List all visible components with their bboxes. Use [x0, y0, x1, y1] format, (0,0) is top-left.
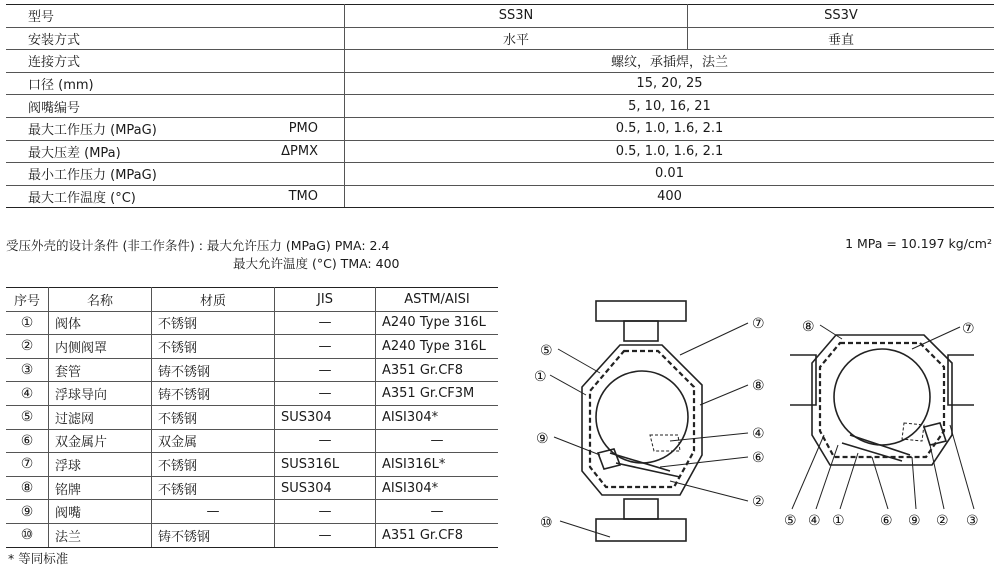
spec-row [6, 50, 994, 73]
callout: ① [534, 369, 547, 385]
table-row [6, 405, 498, 429]
part-name: 套管 [49, 358, 152, 382]
spec-row [6, 117, 994, 140]
callout: ④ [752, 426, 765, 442]
callout: ⑩ [540, 515, 553, 531]
spec-label [6, 140, 345, 163]
part-no: ③ [6, 358, 49, 382]
part-material: 不锈钢 [152, 405, 275, 429]
spec-label-text: 最大工作压力 (MPaG) [28, 123, 157, 139]
callout: ⑧ [752, 378, 765, 394]
part-jis: — [275, 382, 376, 406]
parts-header-row [6, 288, 498, 312]
part-name: 浮球 [49, 453, 152, 477]
part-astm: A240 Type 316L [376, 311, 499, 335]
table-row [6, 453, 498, 477]
part-name: 铭牌 [49, 476, 152, 500]
part-no: ② [6, 335, 49, 359]
parts-table [6, 287, 498, 548]
steam-trap-cross-section-diagram [520, 285, 996, 565]
spec-value: 0.5, 1.0, 1.6, 2.1 [345, 140, 995, 163]
table-row [6, 500, 498, 524]
spec-value: 垂直 [688, 27, 995, 50]
parts-header-jis: JIS [275, 288, 376, 312]
spec-symbol: PMO [288, 120, 318, 136]
part-name: 内侧阀罩 [49, 335, 152, 359]
part-material: 不锈钢 [152, 311, 275, 335]
spec-label [6, 117, 345, 140]
part-no: ⑤ [6, 405, 49, 429]
part-no: ⑥ [6, 429, 49, 453]
spec-value: 螺纹，承插焊，法兰 [345, 50, 995, 73]
vertical-trap-drawing [582, 301, 702, 541]
callout: ② [936, 513, 949, 529]
spec-row [6, 140, 994, 163]
spec-row [6, 163, 994, 186]
part-jis: — [275, 523, 376, 547]
part-no: ⑨ [6, 500, 49, 524]
callout: ⑨ [536, 431, 549, 447]
table-row [6, 335, 498, 359]
table-row [6, 358, 498, 382]
part-name: 过滤网 [49, 405, 152, 429]
part-jis: — [275, 335, 376, 359]
part-name: 阀嘴 [49, 500, 152, 524]
spec-value: 水平 [345, 27, 688, 50]
callout: ⑥ [880, 513, 893, 529]
table-row [6, 382, 498, 406]
part-name: 浮球导向 [49, 382, 152, 406]
part-jis: — [275, 358, 376, 382]
part-astm: AISI304* [376, 476, 499, 500]
spec-row [6, 95, 994, 118]
unit-conversion: 1 MPa = 10.197 kg/cm² [845, 236, 992, 251]
spec-value: 0.5, 1.0, 1.6, 2.1 [345, 117, 995, 140]
part-material: 双金属 [152, 429, 275, 453]
spec-symbol: ΔPMX [281, 143, 318, 159]
part-material: 铸不锈钢 [152, 382, 275, 406]
spec-label: 口径 (mm) [6, 72, 345, 95]
spec-value: 0.01 [345, 163, 995, 186]
part-material: 铸不锈钢 [152, 358, 275, 382]
callout: ⑨ [908, 513, 921, 529]
part-no: ④ [6, 382, 49, 406]
table-row [6, 476, 498, 500]
part-astm: A240 Type 316L [376, 335, 499, 359]
spec-label: 连接方式 [6, 50, 345, 73]
spec-header-ss3n: SS3N [345, 5, 688, 28]
part-jis: SUS304 [275, 476, 376, 500]
spec-header-ss3v: SS3V [688, 5, 995, 28]
part-astm: AISI316L* [376, 453, 499, 477]
spec-value: 400 [345, 185, 995, 208]
spec-value: 5, 10, 16, 21 [345, 95, 995, 118]
part-astm: A351 Gr.CF8 [376, 358, 499, 382]
callout: ⑥ [752, 450, 765, 466]
table-row [6, 429, 498, 453]
spec-table [6, 4, 994, 208]
part-jis: — [275, 311, 376, 335]
design-conditions-line2: 最大允许温度 (°C) TMA: 400 [233, 256, 400, 271]
part-no: ⑦ [6, 453, 49, 477]
callout: ⑧ [802, 319, 815, 335]
parts-header-name: 名称 [49, 288, 152, 312]
callout: ② [752, 494, 765, 510]
spec-label-text: 最大工作温度 (°C) [28, 191, 136, 207]
part-name: 法兰 [49, 523, 152, 547]
callout: ⑦ [962, 321, 975, 337]
spec-label: 阀嘴编号 [6, 95, 345, 118]
part-no: ① [6, 311, 49, 335]
part-astm: A351 Gr.CF3M [376, 382, 499, 406]
part-jis: — [275, 429, 376, 453]
spec-header-row [6, 5, 994, 28]
part-material: — [152, 500, 275, 524]
callout: ④ [808, 513, 821, 529]
callout: ① [832, 513, 845, 529]
part-jis: SUS316L [275, 453, 376, 477]
part-jis: — [275, 500, 376, 524]
part-jis: SUS304 [275, 405, 376, 429]
spec-symbol: TMO [288, 188, 318, 204]
spec-row [6, 185, 994, 208]
callout: ⑦ [752, 316, 765, 332]
spec-row [6, 72, 994, 95]
callout: ⑤ [540, 343, 553, 359]
design-conditions-line1: 受压外壳的设计条件 (非工作条件) : 最大允许压力 (MPaG) PMA: 2.4 [6, 238, 390, 253]
spec-label: 最小工作压力 (MPaG) [6, 163, 345, 186]
part-name: 阀体 [49, 311, 152, 335]
horizontal-trap-drawing [790, 335, 974, 465]
part-material: 铸不锈钢 [152, 523, 275, 547]
callout: ③ [966, 513, 979, 529]
part-astm: A351 Gr.CF8 [376, 523, 499, 547]
part-no: ⑧ [6, 476, 49, 500]
parts-header-material: 材质 [152, 288, 275, 312]
spec-row [6, 27, 994, 50]
spec-value: 15, 20, 25 [345, 72, 995, 95]
part-astm: — [376, 429, 499, 453]
part-no: ⑩ [6, 523, 49, 547]
parts-header-astm: ASTM/AISI [376, 288, 499, 312]
part-name: 双金属片 [49, 429, 152, 453]
part-material: 不锈钢 [152, 476, 275, 500]
footnote: * 等同标准 [8, 551, 69, 566]
parts-header-no: 序号 [6, 288, 49, 312]
table-row [6, 311, 498, 335]
part-astm: AISI304* [376, 405, 499, 429]
spec-header-label: 型号 [6, 5, 345, 28]
spec-label [6, 185, 345, 208]
part-astm: — [376, 500, 499, 524]
table-row [6, 523, 498, 547]
part-material: 不锈钢 [152, 453, 275, 477]
spec-label: 安装方式 [6, 27, 345, 50]
spec-label-text: 最大压差 (MPa) [28, 145, 121, 161]
part-material: 不锈钢 [152, 335, 275, 359]
callout: ⑤ [784, 513, 797, 529]
